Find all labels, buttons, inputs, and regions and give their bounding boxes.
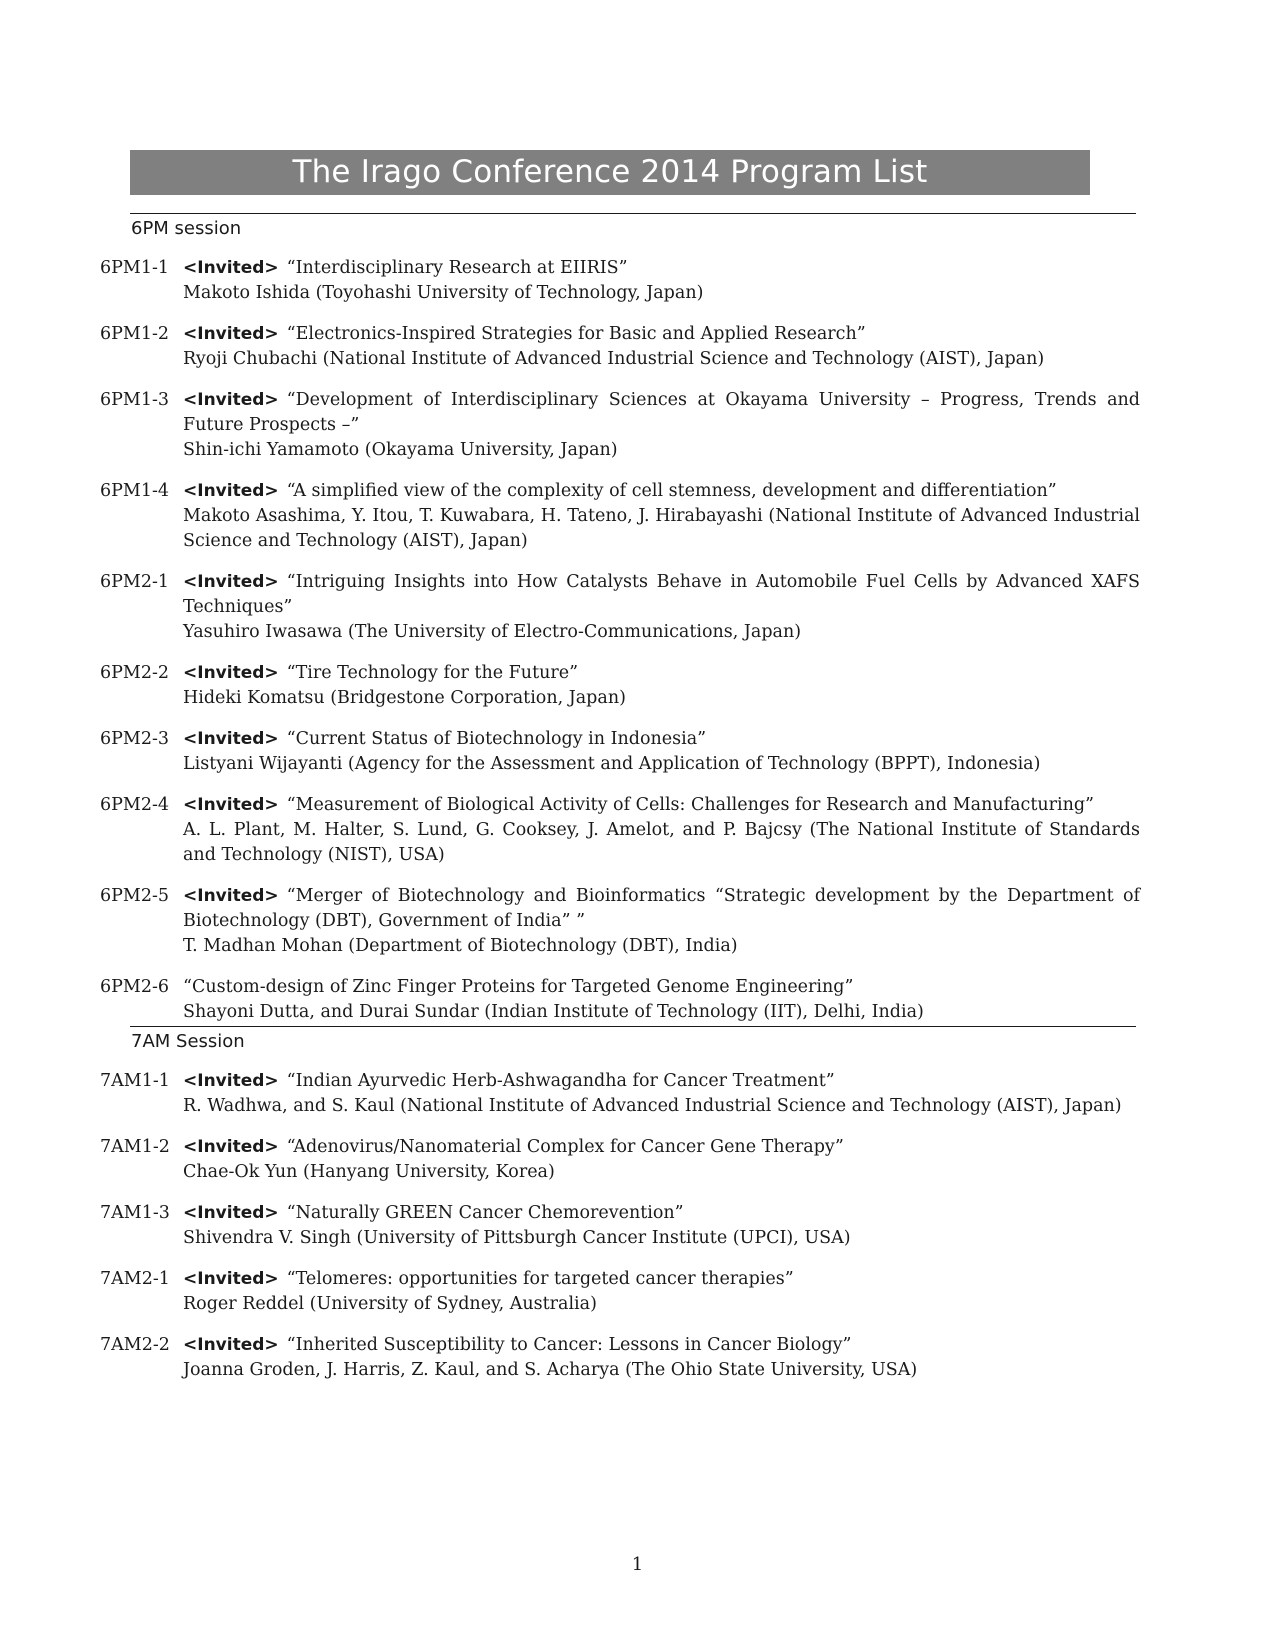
entry-body — [183, 727, 1140, 777]
session-heading-6pm: 6PM session — [131, 218, 242, 239]
entry-title-line — [183, 388, 1140, 438]
program-entry — [100, 727, 1140, 777]
program-entry — [100, 388, 1140, 463]
entry-title-line — [183, 1201, 1140, 1226]
entry-authors: Shivendra V. Singh (University of Pittsburgh Cancer Institute (UPCI), USA) — [183, 1228, 851, 1248]
entry-authors: Makoto Asashima, Y. Itou, T. Kuwabara, H. Tateno, J. Hirabayashi (National Institute of Advanced Industrial Science and Technology (AIST), Japan) — [183, 506, 1140, 551]
program-entry — [100, 1333, 1140, 1383]
invited-badge: <Invited> — [183, 1335, 279, 1355]
page-title: The Irago Conference 2014 Program List — [130, 150, 1090, 195]
entry-title-line — [183, 975, 1140, 1000]
entry-title: “Electronics-Inspired Strategies for Basic and Applied Research” — [286, 324, 866, 344]
entry-body — [183, 1069, 1140, 1119]
program-entry — [100, 661, 1140, 711]
entry-authors: Makoto Ishida (Toyohashi University of Technology, Japan) — [183, 283, 704, 303]
entry-authors: Ryoji Chubachi (National Institute of Advanced Industrial Science and Technology (AIST), Japan) — [183, 349, 1045, 369]
entry-title: “Adenovirus/Nanomaterial Complex for Cancer Gene Therapy” — [286, 1137, 844, 1157]
session-divider — [130, 1026, 1136, 1027]
entry-authors: Listyani Wijayanti (Agency for the Assessment and Application of Technology (BPPT), Indonesia) — [183, 754, 1041, 774]
entry-body — [183, 1201, 1140, 1251]
invited-badge: <Invited> — [183, 1269, 279, 1289]
entry-title: “Naturally GREEN Cancer Chemorevention” — [286, 1203, 684, 1223]
entry-body — [183, 1135, 1140, 1185]
entry-title-line — [183, 727, 1140, 752]
session-divider — [130, 213, 1136, 214]
invited-badge: <Invited> — [183, 390, 279, 410]
invited-badge: <Invited> — [183, 258, 279, 278]
entry-title: “Measurement of Biological Activity of Cells: Challenges for Research and Manufacturing” — [286, 795, 1095, 815]
invited-badge: <Invited> — [183, 795, 279, 815]
entry-code: 7AM1-2 — [100, 1137, 170, 1157]
program-entry — [100, 1069, 1140, 1119]
entry-code: 6PM2-2 — [100, 663, 170, 683]
entry-code: 6PM2-1 — [100, 572, 170, 592]
program-entry — [100, 1135, 1140, 1185]
entry-body — [183, 322, 1140, 372]
program-entry — [100, 975, 1140, 1025]
entry-authors: Roger Reddel (University of Sydney, Australia) — [183, 1294, 597, 1314]
entry-code: 6PM1-1 — [100, 258, 170, 278]
entry-body — [183, 884, 1140, 959]
program-entry — [100, 256, 1140, 306]
entry-body — [183, 256, 1140, 306]
entry-title-line — [183, 661, 1140, 686]
invited-badge: <Invited> — [183, 729, 279, 749]
entry-body — [183, 570, 1140, 645]
entry-code: 6PM2-5 — [100, 886, 170, 906]
program-entry — [100, 884, 1140, 959]
invited-badge: <Invited> — [183, 663, 279, 683]
entry-code: 6PM1-4 — [100, 481, 170, 501]
invited-badge: <Invited> — [183, 1137, 279, 1157]
entry-title: “Telomeres: opportunities for targeted cancer therapies” — [286, 1269, 794, 1289]
entry-title-line — [183, 322, 1140, 347]
entry-title: “A simplified view of the complexity of cell stemness, development and differentiation” — [286, 481, 1057, 501]
entry-code: 7AM2-2 — [100, 1335, 170, 1355]
invited-badge: <Invited> — [183, 886, 279, 906]
program-entry — [100, 793, 1140, 868]
entry-authors: Yasuhiro Iwasawa (The University of Electro-Communications, Japan) — [183, 622, 802, 642]
entry-authors: Shin-ichi Yamamoto (Okayama University, Japan) — [183, 440, 618, 460]
program-entry — [100, 479, 1140, 554]
entry-authors: R. Wadhwa, and S. Kaul (National Institute of Advanced Industrial Science and Technology (AIST), Japan) — [183, 1096, 1122, 1116]
entry-code: 6PM2-3 — [100, 729, 170, 749]
page-number: 1 — [631, 1554, 644, 1575]
program-entry — [100, 570, 1140, 645]
entry-authors: Shayoni Dutta, and Durai Sundar (Indian Institute of Technology (IIT), Delhi, India) — [183, 1002, 924, 1022]
entry-code: 7AM1-1 — [100, 1071, 170, 1091]
entry-code: 7AM2-1 — [100, 1269, 170, 1289]
entry-code: 7AM1-3 — [100, 1203, 170, 1223]
program-entry — [100, 1201, 1140, 1251]
entry-title-line — [183, 570, 1140, 620]
entry-body — [183, 1333, 1140, 1383]
entry-body — [183, 479, 1140, 554]
entry-title: “Development of Interdisciplinary Sciences at Okayama University – Progress, Trends and Future Prospects –” — [183, 390, 1140, 435]
entry-authors: A. L. Plant, M. Halter, S. Lund, G. Cooksey, J. Amelot, and P. Bajcsy (The National Institute of Standards and Technology (NIST), USA) — [183, 820, 1140, 865]
entry-title: “Tire Technology for the Future” — [286, 663, 579, 683]
entry-body — [183, 661, 1140, 711]
session-entries-6pm — [100, 256, 1140, 1041]
session-heading-7am: 7AM Session — [131, 1031, 245, 1052]
entry-title: “Interdisciplinary Research at EIIRIS” — [286, 258, 628, 278]
invited-badge: <Invited> — [183, 1071, 279, 1091]
entry-title-line — [183, 884, 1140, 934]
entry-title-line — [183, 1135, 1140, 1160]
program-entry — [100, 322, 1140, 372]
invited-badge: <Invited> — [183, 481, 279, 501]
entry-title-line — [183, 1069, 1140, 1094]
entry-title-line — [183, 1267, 1140, 1292]
entry-title: “Custom-design of Zinc Finger Proteins for Targeted Genome Engineering” — [183, 977, 854, 997]
entry-code: 6PM1-2 — [100, 324, 170, 344]
entry-title: “Current Status of Biotechnology in Indonesia” — [286, 729, 707, 749]
entry-code: 6PM2-4 — [100, 795, 170, 815]
entry-title-line — [183, 479, 1140, 504]
entry-title: “Indian Ayurvedic Herb-Ashwagandha for Cancer Treatment” — [286, 1071, 835, 1091]
invited-badge: <Invited> — [183, 324, 279, 344]
invited-badge: <Invited> — [183, 1203, 279, 1223]
entry-title-line — [183, 1333, 1140, 1358]
entry-body — [183, 388, 1140, 463]
entry-code: 6PM2-6 — [100, 977, 170, 997]
entry-title-line — [183, 793, 1140, 818]
entry-title-line — [183, 256, 1140, 281]
entry-code: 6PM1-3 — [100, 390, 170, 410]
entry-authors: T. Madhan Mohan (Department of Biotechnology (DBT), India) — [183, 936, 738, 956]
entry-title: “Inherited Susceptibility to Cancer: Lessons in Cancer Biology” — [286, 1335, 852, 1355]
entry-authors: Chae-Ok Yun (Hanyang University, Korea) — [183, 1162, 555, 1182]
entry-title: “Intriguing Insights into How Catalysts Behave in Automobile Fuel Cells by Advanced XAFS Techniques” — [183, 572, 1140, 617]
entry-authors: Hideki Komatsu (Bridgestone Corporation, Japan) — [183, 688, 626, 708]
entry-body — [183, 793, 1140, 868]
entry-title: “Merger of Biotechnology and Bioinformatics “Strategic development by the Department of Biotechnology (DBT), Government of India” ” — [183, 886, 1140, 931]
entry-body — [183, 975, 1140, 1025]
invited-badge: <Invited> — [183, 572, 279, 592]
entry-body — [183, 1267, 1140, 1317]
program-entry — [100, 1267, 1140, 1317]
session-entries-7am — [100, 1069, 1140, 1399]
entry-authors: Joanna Groden, J. Harris, Z. Kaul, and S. Acharya (The Ohio State University, USA) — [183, 1360, 918, 1380]
